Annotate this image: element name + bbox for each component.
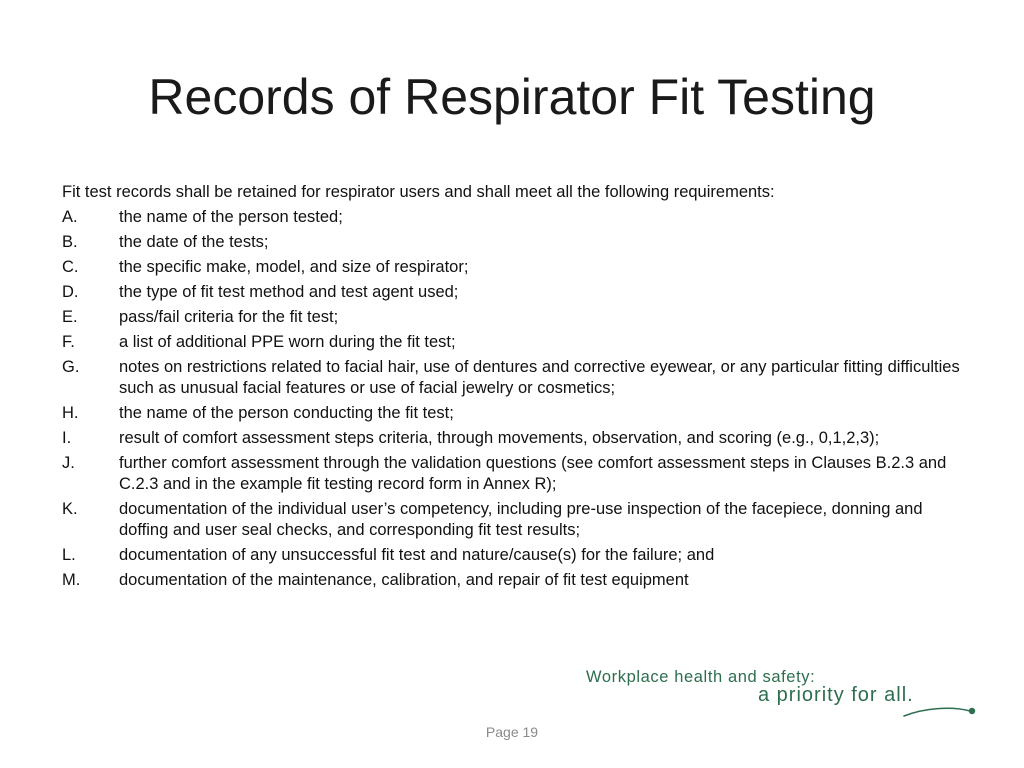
item-letter: J.	[62, 454, 75, 472]
swoosh-icon	[902, 702, 978, 718]
intro-text: Fit test records shall be retained for respirator users and shall meet all the following requirements:	[62, 183, 775, 201]
item-text: notes on restrictions related to facial hair, use of dentures and corrective eyewear, or any particular fitting difficulties such as unusual facial features or use of facial jewelry or cosmetics;	[119, 358, 960, 397]
item-letter: C.	[62, 258, 79, 276]
list-item	[62, 403, 962, 424]
slide-title: Records of Respirator Fit Testing	[148, 69, 876, 125]
item-text: the date of the tests;	[119, 233, 269, 251]
logo-tagline-line1: Workplace health and safety:	[586, 668, 816, 686]
item-letter: E.	[62, 308, 78, 326]
item-text: the name of the person tested;	[119, 208, 343, 226]
logo-tagline-line2: a priority for all.	[758, 684, 914, 706]
list-item	[62, 207, 962, 228]
item-text: documentation of any unsuccessful fit test and nature/cause(s) for the failure; and	[119, 546, 715, 564]
item-text: the specific make, model, and size of respirator;	[119, 258, 469, 276]
item-letter: K.	[62, 500, 78, 518]
list-item	[62, 282, 962, 303]
list-item	[62, 357, 962, 399]
list-item	[62, 453, 962, 495]
slide-body	[62, 182, 962, 595]
item-letter: D.	[62, 283, 79, 301]
item-letter: G.	[62, 358, 80, 376]
item-text: result of comfort assessment steps criteria, through movements, observation, and scoring (e.g., 0,1,2,3);	[119, 429, 880, 447]
item-letter: L.	[62, 546, 76, 564]
item-text: documentation of the individual user’s competency, including pre-use inspection of the facepiece, donning and doffing and user seal checks, and corresponding fit test results;	[119, 500, 923, 539]
list-item	[62, 545, 962, 566]
item-letter: M.	[62, 571, 81, 589]
list-item	[62, 570, 962, 591]
item-letter: I.	[62, 429, 72, 447]
list-item	[62, 232, 962, 253]
item-letter: H.	[62, 404, 79, 422]
list-item	[62, 332, 962, 353]
item-letter: B.	[62, 233, 78, 251]
list-item	[62, 257, 962, 278]
item-letter: F.	[62, 333, 75, 351]
item-text: the name of the person conducting the fit test;	[119, 404, 454, 422]
item-text: pass/fail criteria for the fit test;	[119, 308, 339, 326]
list-item	[62, 307, 962, 328]
item-letter: A.	[62, 208, 78, 226]
list-item	[62, 428, 962, 449]
item-text: further comfort assessment through the validation questions (see comfort assessment steps in Clauses B.2.3 and C.2.3 and in the example fit testing record form in Annex R);	[119, 454, 947, 493]
item-text: documentation of the maintenance, calibration, and repair of fit test equipment	[119, 571, 689, 589]
organization-logo	[584, 668, 984, 724]
requirements-list	[62, 207, 962, 591]
item-text: the type of fit test method and test agent used;	[119, 283, 459, 301]
page-number: Page 19	[485, 724, 539, 740]
list-item	[62, 499, 962, 541]
item-text: a list of additional PPE worn during the fit test;	[119, 333, 456, 351]
